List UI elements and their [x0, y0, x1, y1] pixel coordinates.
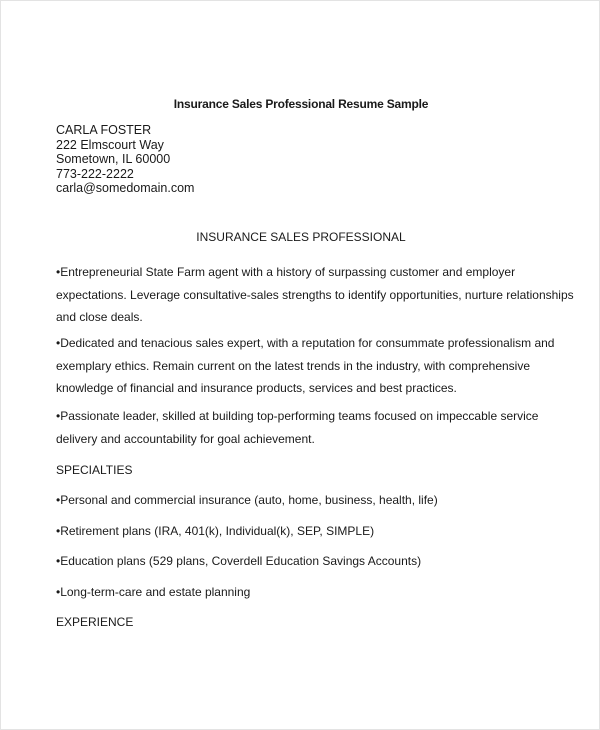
- summary-1-line-1: •Entrepreneurial State Farm agent with a history of surpassing customer and employer: [56, 265, 516, 279]
- specialty-item: •Retirement plans (IRA, 401(k), Individual(k), SEP, SIMPLE): [56, 524, 375, 538]
- specialties-heading: SPECIALTIES: [56, 463, 133, 477]
- summary-2-line-2: exemplary ethics. Remain current on the latest trends in the industry, with comprehensive: [56, 358, 530, 373]
- summary-paragraph-2: [56, 332, 556, 400]
- contact-phone: 773-222-2222: [56, 166, 134, 181]
- experience-heading: EXPERIENCE: [56, 615, 134, 629]
- contact-street: 222 Elmscourt Way: [56, 137, 164, 152]
- contact-email: carla@somedomain.com: [56, 181, 195, 195]
- summary-3-line-2: delivery and accountability for goal achievement.: [56, 431, 315, 446]
- summary-3-line-1: •Passionate leader, skilled at building top-performing teams focused on impeccable service: [56, 409, 539, 423]
- specialty-item: •Personal and commercial insurance (auto, home, business, health, life): [56, 493, 438, 507]
- contact-city: Sometown, IL 60000: [56, 152, 171, 166]
- professional-headline: INSURANCE SALES PROFESSIONAL: [196, 230, 406, 244]
- document-title: Insurance Sales Professional Resume Sample: [173, 97, 429, 111]
- specialty-item: •Long-term-care and estate planning: [56, 585, 251, 599]
- summary-paragraph-3: [56, 405, 556, 450]
- contact-block: [56, 123, 194, 196]
- summary-paragraph-1: [56, 261, 574, 329]
- contact-name: CARLA FOSTER: [56, 123, 152, 137]
- summary-1-line-2: expectations. Leverage consultative-sales strengths to identify opportunities, nurture relationships: [56, 287, 574, 302]
- summary-2-line-1: •Dedicated and tenacious sales expert, with a reputation for consummate professionalism and: [56, 336, 555, 350]
- summary-1-line-3: and close deals.: [56, 310, 143, 324]
- specialty-item: •Education plans (529 plans, Coverdell Education Savings Accounts): [56, 554, 422, 568]
- summary-2-line-3: knowledge of financial and insurance products, services and best practices.: [56, 381, 457, 395]
